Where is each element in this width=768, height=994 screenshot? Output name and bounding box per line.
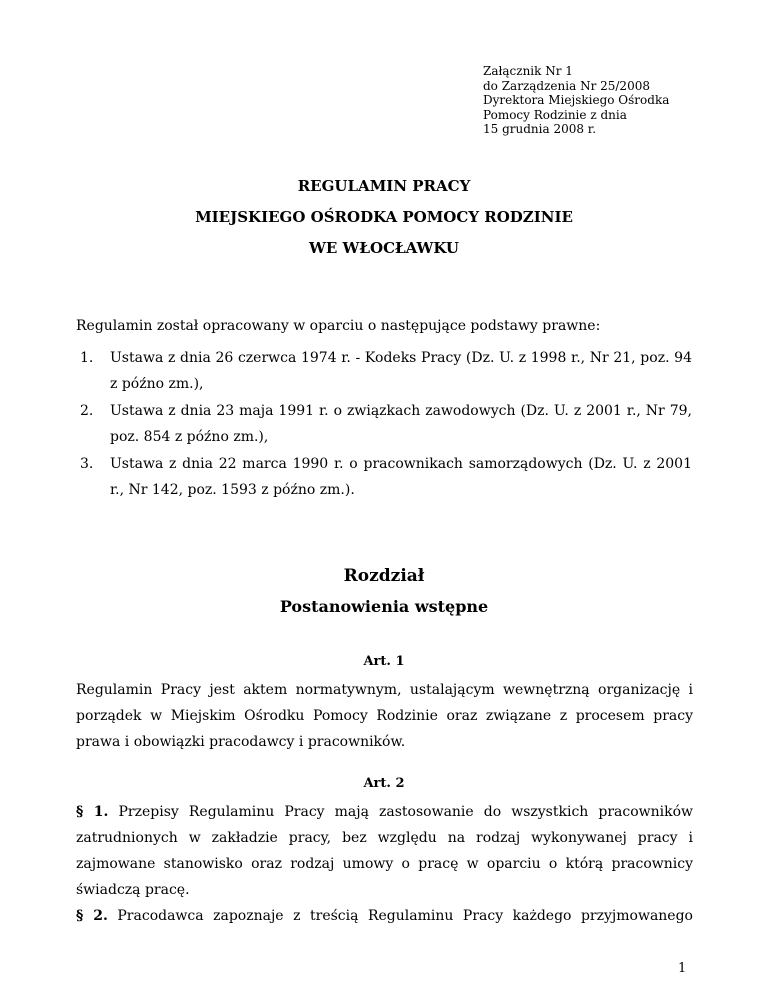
article-heading: Art. 1 — [363, 654, 405, 669]
annex-line: do Zarządzenia Nr 25/2008 — [483, 78, 650, 93]
annex-line: Pomocy Rodzinie z dnia — [483, 107, 627, 122]
paragraph-line: prawa i obowiązki pracodawcy i pracowników. — [76, 734, 406, 750]
paragraph-line: świadczą pracę. — [76, 882, 190, 898]
annex-note — [483, 64, 669, 137]
paragraph-line: porządek w Miejskim Ośrodku Pomocy Rodzinie oraz związane z procesem pracy — [76, 708, 693, 724]
annex-line: 15 grudnia 2008 r. — [483, 122, 597, 136]
list-item-text: Ustawa z dnia 23 maja 1991 r. o związkach zawodowych (Dz. U. z 2001 r., Nr 79, poz. 854 z późno zm.), — [110, 403, 692, 445]
legal-basis-list — [80, 345, 692, 504]
paragraph-line — [76, 799, 693, 825]
list-item — [80, 451, 692, 503]
paragraph-line: zajmowane stanowisko oraz rodzaj umowy o pracę w oparciu o którą pracownicy — [76, 856, 693, 872]
paragraph-line — [76, 903, 693, 929]
institution-location: WE WŁOCŁAWKU — [309, 239, 459, 257]
list-item-text: Ustawa z dnia 22 marca 1990 r. o pracownikach samorządowych (Dz. U. z 2001 r., Nr 142, poz. 1593 z późno zm.). — [110, 456, 692, 498]
paragraph-line: Regulamin Pracy jest aktem normatywnym, ustalającym wewnętrzną organizację i — [76, 682, 693, 698]
legal-basis-intro: Regulamin został opracowany w oparciu o następujące podstawy prawne: — [76, 318, 601, 334]
list-item — [80, 345, 692, 397]
chapter-label: Rozdział — [343, 566, 425, 586]
article-body — [76, 677, 693, 755]
list-item-number: 3. — [80, 456, 94, 472]
list-item-number: 1. — [80, 350, 94, 366]
list-item — [80, 398, 692, 450]
chapter-title: Postanowienia wstępne — [279, 597, 489, 616]
document-title: REGULAMIN PRACY — [297, 177, 471, 195]
page-number: 1 — [678, 961, 687, 976]
section-label: § 1. — [76, 804, 109, 820]
section-text: Przepisy Regulaminu Pracy mają zastosowanie do wszystkich pracowników — [118, 804, 693, 820]
annex-line: Załącznik Nr 1 — [483, 64, 573, 78]
article-heading: Art. 2 — [363, 776, 405, 791]
institution-name: MIEJSKIEGO OŚRODKA POMOCY RODZINIE — [195, 208, 573, 226]
annex-line: Dyrektora Miejskiego Ośrodka — [483, 93, 670, 107]
list-item-number: 2. — [80, 403, 94, 419]
article-body — [76, 799, 693, 929]
section-text: Pracodawca zapoznaje z treścią Regulaminu Pracy każdego przyjmowanego — [117, 908, 693, 924]
section-label: § 2. — [76, 908, 108, 924]
list-item-text: Ustawa z dnia 26 czerwca 1974 r. - Kodeks Pracy (Dz. U. z 1998 r., Nr 21, poz. 94 z późno zm.), — [110, 350, 692, 392]
paragraph-line: zatrudnionych w zakładzie pracy, bez względu na rodzaj wykonywanej pracy i — [76, 830, 693, 846]
